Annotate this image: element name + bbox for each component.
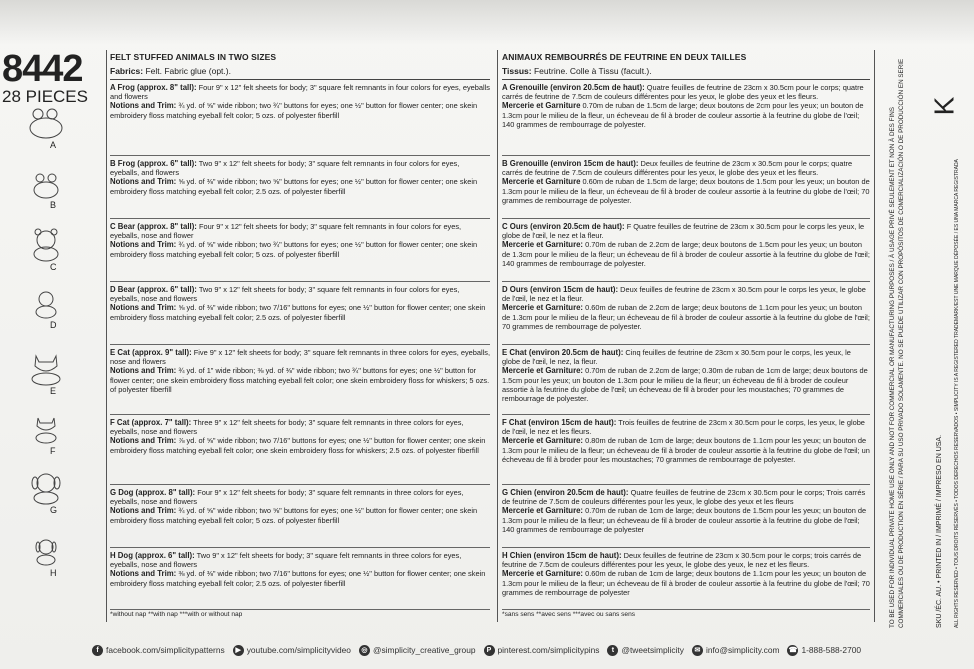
- notions-text: ¾ yd. of ⅝" wide ribbon; two ¾" buttons for eyes; one ½" button for flower center; one skein embroidery floss matching eyeball felt color; 5 ozs. of polyester fiberfill: [110, 240, 478, 259]
- view-illustration: [24, 226, 68, 262]
- notions-label: Notions and Trim:: [110, 366, 177, 376]
- item-body: Deux feuilles de feutrine de 23cm x 30.5cm pour le corps les yeux, le globe de l'œil, le nez et la fleur.: [502, 285, 866, 304]
- divider-left: [106, 50, 107, 622]
- item-heading: A Frog (approx. 8" tall):: [110, 83, 197, 92]
- view-label: H: [50, 568, 57, 578]
- item-body: Quatre feuilles de feutrine de 23cm x 30.5cm pour le corps; Trois carrés de feutrine de 7.5cm de couleurs différentes pour les yeux, le globe des yeux et les fleurs: [502, 488, 866, 507]
- fabrics-text: Felt. Fabric glue (opt.).: [145, 66, 231, 76]
- facebook-link[interactable]: [92, 645, 225, 656]
- view-illustration: [24, 164, 68, 200]
- notions-label: Mercerie et Garniture:: [502, 366, 584, 376]
- email-icon: ✉: [692, 645, 703, 656]
- pinterest-text: pinterest.com/simplicitypins: [497, 645, 600, 655]
- instagram-icon: ◎: [359, 645, 370, 656]
- view-label: F: [50, 446, 56, 456]
- english-title: FELT STUFFED ANIMALS IN TWO SIZES: [110, 52, 277, 62]
- notions-label: Mercerie et Garniture:: [502, 436, 584, 446]
- item-heading: D Bear (approx. 6" tall):: [110, 285, 197, 294]
- french-item: [502, 156, 870, 219]
- item-heading: B Grenouille (environ 15cm de haut):: [502, 159, 639, 168]
- view-illustration: [24, 284, 68, 320]
- k-mark: K: [928, 96, 960, 116]
- item-body: Two 9" x 12" felt sheets for body; 3" square felt remnants in three colors for eyes, eyeballs, nose and flowers: [110, 551, 462, 570]
- item-body: Deux feuilles de feutrine de 23cm x 30.5cm pour le corps; quatre carrés de feutrine de 7.5cm de couleurs différentes pour les yeux, le globe des yeux et les fleurs.: [502, 159, 853, 178]
- item-heading: H Dog (approx. 6" tall):: [110, 551, 195, 560]
- item-body: Deux feuilles de feutrine de 23cm x 30.5cm pour le corps; trois carrés de feutrine de 7.5cm de couleurs différentes pour les yeux, le globe des yeux, le nez et les fleurs.: [502, 551, 862, 570]
- notions-text: 0.70m de ruban de 1cm de large; deux boutons de 1.5cm pour les yeux; un bouton de 1.3cm pour le milieu de la fleur; un écheveau de fil à broder de couleur assortie à la feutrine du globe de l'œil; 140 grammes de rembourrage de polyester: [502, 506, 867, 534]
- notions-text: ¾ yd. of 1" wide ribbon; ⅜ yd. of ⅜" wide ribbon; two ¾" buttons for eyes; one ½" button for flower center; one skein embroidery floss matching eyeball felt color; one skein embroidery floss for whiskers; 5 ozs. of polyester fiberfill: [110, 366, 490, 394]
- piece-count: 28 PIECES: [2, 87, 88, 106]
- legal-line-1: TO BE USED FOR INDIVIDUAL PRIVATE HOME USE ONLY AND NOT FOR COMMERCIAL OR MANUFACTURING PURPOSES / À USAGE PRIVÉ SEULEMENT ET NON À DES FINS: [889, 107, 896, 628]
- twitter-link[interactable]: [607, 645, 684, 656]
- item-heading: A Grenouille (environ 20.5cm de haut):: [502, 83, 645, 92]
- view-label: G: [50, 505, 58, 515]
- notions-label: Mercerie et Garniture: [502, 101, 581, 111]
- printed-in: SKU /ÉC. AU. • PRINTED IN / IMPRIMÉ / IMPRESO EN USA.: [936, 434, 943, 628]
- notions-label: Notions and Trim:: [110, 240, 177, 250]
- item-heading: G Dog (approx. 8" tall):: [110, 488, 196, 497]
- french-item: [502, 345, 870, 415]
- facebook-text: facebook.com/simplicitypatterns: [106, 645, 225, 655]
- english-footnote: *without nap **with nap ***with or without nap: [110, 611, 243, 618]
- item-heading: H Chien (environ 15cm de haut):: [502, 551, 622, 560]
- notions-label: Mercerie et Garniture:: [502, 303, 584, 313]
- item-body: Quatre feuilles de feutrine de 23cm x 30.5cm pour le corps; quatre carrés de feutrine de 7.5cm de couleurs différentes pour les yeux, le globe des yeux et les fleurs.: [502, 83, 864, 102]
- item-heading: C Bear (approx. 8" tall):: [110, 222, 197, 231]
- divider-right: [874, 50, 875, 622]
- notions-text: ¾ yd. of ⅝" wide ribbon; two ⅝" buttons for eyes; one ½" button for flower center; one skein embroidery floss matching eyeball felt color; 5 ozs. of polyester fiberfill: [110, 506, 478, 525]
- rights-reserved: ALL RIGHTS RESERVED • TOUS DROITS RÉSERVÉS • TODOS DERECHOS RESERVADOS • SIMPLICITY IS A REGISTERED TRADEMARK/EST UNE MARQUE DÉPOSÉE / ES UNA MARCA REGISTRADA: [954, 159, 960, 628]
- instagram-link[interactable]: [359, 645, 476, 656]
- item-body: Five 9" x 12" felt sheets for body; 3" square felt remnants in three colors for eyes, eyeballs, nose and flowers: [110, 348, 490, 367]
- view-label: C: [50, 262, 57, 272]
- item-body: Cinq feuilles de feutrine de 23cm x 30.5cm pour le corps, les yeux, le globe de l'œil, le nez, la fleur.: [502, 348, 851, 367]
- email-link[interactable]: [692, 645, 780, 656]
- notions-text: ⅝ yd. of ⅜" wide ribbon; two 7/16" buttons for eyes; one ½" button for flower center; one skein embroidery floss matching eyeball felt color; 2.5 ozs. of polyester fiberfill: [110, 303, 486, 322]
- french-items: [502, 80, 870, 610]
- french-item: [502, 80, 870, 156]
- french-column: [502, 52, 870, 618]
- english-item: [110, 80, 490, 156]
- social-footer: [92, 641, 869, 659]
- tissus-text: Feutrine. Colle à Tissu (facult.).: [533, 66, 652, 76]
- notions-text: 0.60m de ruban de 2.2cm de large; deux boutons de 1.1cm pour les yeux; un bouton de 1.3cm pour le milieu de la fleur; un écheveau de fil à broder de couleur assortie à la feutrine du globe de l'œil; 70 grammes de rembourrage de polyester.: [502, 303, 870, 331]
- email-text: info@simplicity.com: [705, 645, 780, 655]
- pinterest-link[interactable]: [484, 645, 600, 656]
- english-item: [110, 415, 490, 485]
- french-footnote: *sans sens **avec sens ***avec ou sans sens: [502, 611, 636, 618]
- notions-text: 0.70m de ruban de 1.5cm de large; deux boutons de 2cm pour les yeux; un bouton de 1.3cm pour le milieu de la fleur, un écheveau de fil à broder de couleur assortie à la feutrine du globe de l'œil; 140 grammes de rembourrage de polyester.: [502, 101, 864, 129]
- english-item: [110, 156, 490, 219]
- view-label: A: [50, 140, 57, 150]
- english-fabrics: [110, 66, 490, 80]
- notions-label: Notions and Trim:: [110, 506, 177, 516]
- english-item: [110, 548, 490, 610]
- english-column: [110, 52, 490, 618]
- notions-label: Mercerie et Garniture: [502, 177, 581, 187]
- pattern-number: 8442: [2, 48, 83, 90]
- youtube-text: youtube.com/simplicityvideo: [246, 645, 351, 655]
- notions-text: 0.80m de ruban de 1cm de large; deux boutons de 1.1cm pour les yeux; un bouton de 1.3cm pour le milieu de la fleur; un écheveau de fil à broder de couleur assortie à la feutrine du globe de l'œil; un écheveau de fil à broder pour les moustaches; 70 grammes de rembourrage de polyester.: [502, 436, 870, 464]
- french-item: [502, 548, 870, 610]
- item-heading: D Ours (environ 15cm de haut):: [502, 285, 619, 294]
- notions-label: Mercerie et Garniture:: [502, 240, 584, 250]
- french-title: ANIMAUX REMBOURRÉS DE FEUTRINE EN DEUX TAILLES: [502, 52, 747, 62]
- notions-label: Notions and Trim:: [110, 303, 177, 313]
- divider-middle: [497, 50, 498, 622]
- item-heading: C Ours (environ 20.5cm de haut):: [502, 222, 625, 231]
- item-body: Trois feuilles de feutrine de 23cm x 30.5cm pour le corps, les yeux, le globe de l'œil, le nez et les fleurs.: [502, 418, 865, 437]
- facebook-icon: f: [92, 645, 103, 656]
- notions-text: 0.70m de ruban de 2.2cm de large; deux boutons de 1.5cm pour les yeux; un bouton de 1.3cm pour le milieu de la fleur; un écheveau de fil à broder de couleur assortie à la feutrine du globe de l'œil; 140 grammes de rembourrage de polyester.: [502, 240, 870, 268]
- notions-text: ¾ yd. of ⅝" wide ribbon; two ¾" buttons for eyes; one ½" button for flower center; one skein embroidery floss matching eyeball felt color; 5 ozs. of polyester fiberfill: [110, 101, 478, 120]
- french-fabrics: [502, 66, 870, 80]
- notions-label: Notions and Trim:: [110, 569, 177, 579]
- notions-text: 0.60m de ruban de 1.5cm de large; deux boutons de 1.5cm pour les yeux; un bouton de 1.3cm pour le milieu de la fleur, un écheveau de fil à broder de couleur assortie à la feutrine du globe de l'œil; 70 grammes de rembourrage de polyester.: [502, 177, 870, 205]
- view-label: D: [50, 320, 57, 330]
- item-body: F Quatre feuilles de feutrine de 23cm x 30.5cm pour le corps les yeux, le globe de l'œil, le nez et la fleur.: [502, 222, 865, 241]
- item-body: Two 9" x 12" felt sheets for body; 3" square felt remnants in four colors for eyes, eyeballs, nose and flowers: [110, 285, 460, 304]
- item-heading: B Frog (approx. 6" tall):: [110, 159, 197, 168]
- english-item: [110, 282, 490, 345]
- item-heading: G Chien (environ 20.5cm de haut):: [502, 488, 629, 497]
- notions-label: Notions and Trim:: [110, 436, 177, 446]
- english-item: [110, 485, 490, 548]
- french-item: [502, 415, 870, 485]
- legal-line-2: COMMERCIALES OU DE PRODUCTION EN SÉRIE / PARA SU USO PRIVADO SOLAMENTE. NO SE PUEDE UTILIZAR CON PROPÓSITOS DE COMERCIALIZACIÓN O DE PRODUCCIÓN EN SERIE: [898, 58, 905, 628]
- twitter-icon: t: [607, 645, 618, 656]
- youtube-icon: ▶: [233, 645, 244, 656]
- view-illustration: [24, 410, 68, 446]
- notions-text: ⅞ yd. of ⅝" wide ribbon; two 7/16" buttons for eyes; one ½" button for flower center; one skein embroidery floss matching eyeball felt color; one skein embroidery floss for whiskers; 2.5 ozs. of polyester fiberfill: [110, 436, 486, 455]
- view-label: E: [50, 386, 57, 396]
- fabrics-label: Fabrics:: [110, 66, 144, 76]
- phone-text: 1-888-588-2700: [801, 645, 862, 655]
- view-illustration: [24, 350, 68, 386]
- french-item: [502, 219, 870, 282]
- pinterest-icon: P: [484, 645, 495, 656]
- item-heading: E Chat (environ 20.5cm de haut):: [502, 348, 624, 357]
- notions-label: Notions and Trim:: [110, 101, 177, 111]
- notions-label: Mercerie et Garniture:: [502, 569, 584, 579]
- item-heading: E Cat (approx. 9" tall):: [110, 348, 192, 357]
- notions-label: Mercerie et Garniture:: [502, 506, 584, 516]
- notions-text: 0.70m de ruban de 2.2cm de large; 0.30m de ruban de 1cm de large; deux boutons de 1.5cm pour les yeux; un bouton de 1.3cm pour le milieu de la fleur; un écheveau de fil à broder de couleur assortie à la feutrine du globe de l'œil; un écheveau de fil à broder pour les moustaches; 70 grammes de rembourrage de polyester.: [502, 366, 868, 404]
- instagram-text: @simplicity_creative_group: [372, 645, 476, 655]
- item-body: Four 9" x 12" felt sheets for body; 3" square felt remnants in four colors for eyes, eyeballs and flowers: [110, 83, 490, 102]
- french-item: [502, 485, 870, 548]
- tissus-label: Tissus:: [502, 66, 532, 76]
- twitter-text: @tweetsimplicity: [621, 645, 684, 655]
- view-illustration: [24, 532, 68, 568]
- english-items: [110, 80, 490, 610]
- notions-text: 0.60m de ruban de 1cm de large; deux boutons de 1.1cm pour les yeux; un bouton de 1.3cm pour le milieu de la fleur; un écheveau de fil à broder de couleur assortie à la feutrine du globe de l'œil; 70 grammes de rembourrage de polyester: [502, 569, 870, 597]
- item-body: Four 9" x 12" felt sheets for body; 3" square felt remnants in four colors for eyes, eyeballs, nose and flower: [110, 222, 462, 241]
- phone-icon: ☎: [788, 646, 798, 654]
- notions-text: ⅝ yd. of ⅜" wide ribbon; two ⅝" buttons for eyes; one ½" button for flower center; one skein embroidery floss matching eyeball felt color; 2.5 ozs. of polyester fiberfill: [110, 177, 478, 196]
- notions-label: Notions and Trim:: [110, 177, 177, 187]
- item-body: Four 9" x 12" felt sheets for body; 3" square felt remnants in three colors for eyes, eyeballs, nose and flowers: [110, 488, 464, 507]
- phone-link[interactable]: [787, 645, 861, 656]
- item-body: Three 9" x 12" felt sheets for body; 3" square felt remnants in three colors for eyes, eyeballs, nose and flowers: [110, 418, 464, 437]
- item-heading: F Chat (environ 15cm de haut):: [502, 418, 617, 427]
- view-illustration: [24, 469, 68, 505]
- english-item: [110, 345, 490, 415]
- item-body: Two 9" x 12" felt sheets for body; 3" square felt remnants in four colors for eyes, eyeballs, and flowers: [110, 159, 460, 178]
- top-shadow: [0, 0, 974, 44]
- item-heading: F Cat (approx. 7" tall):: [110, 418, 192, 427]
- english-item: [110, 219, 490, 282]
- youtube-link[interactable]: [233, 645, 351, 656]
- french-item: [502, 282, 870, 345]
- view-label: B: [50, 200, 57, 210]
- notions-text: ⅜ yd. of ⅜" wide ribbon; two 7/16" buttons for eyes; one ½" button for flower center; one skein embroidery floss matching eyeball felt color; 2.5 ozs. of polyester fiberfill: [110, 569, 486, 588]
- view-illustration: [24, 104, 68, 140]
